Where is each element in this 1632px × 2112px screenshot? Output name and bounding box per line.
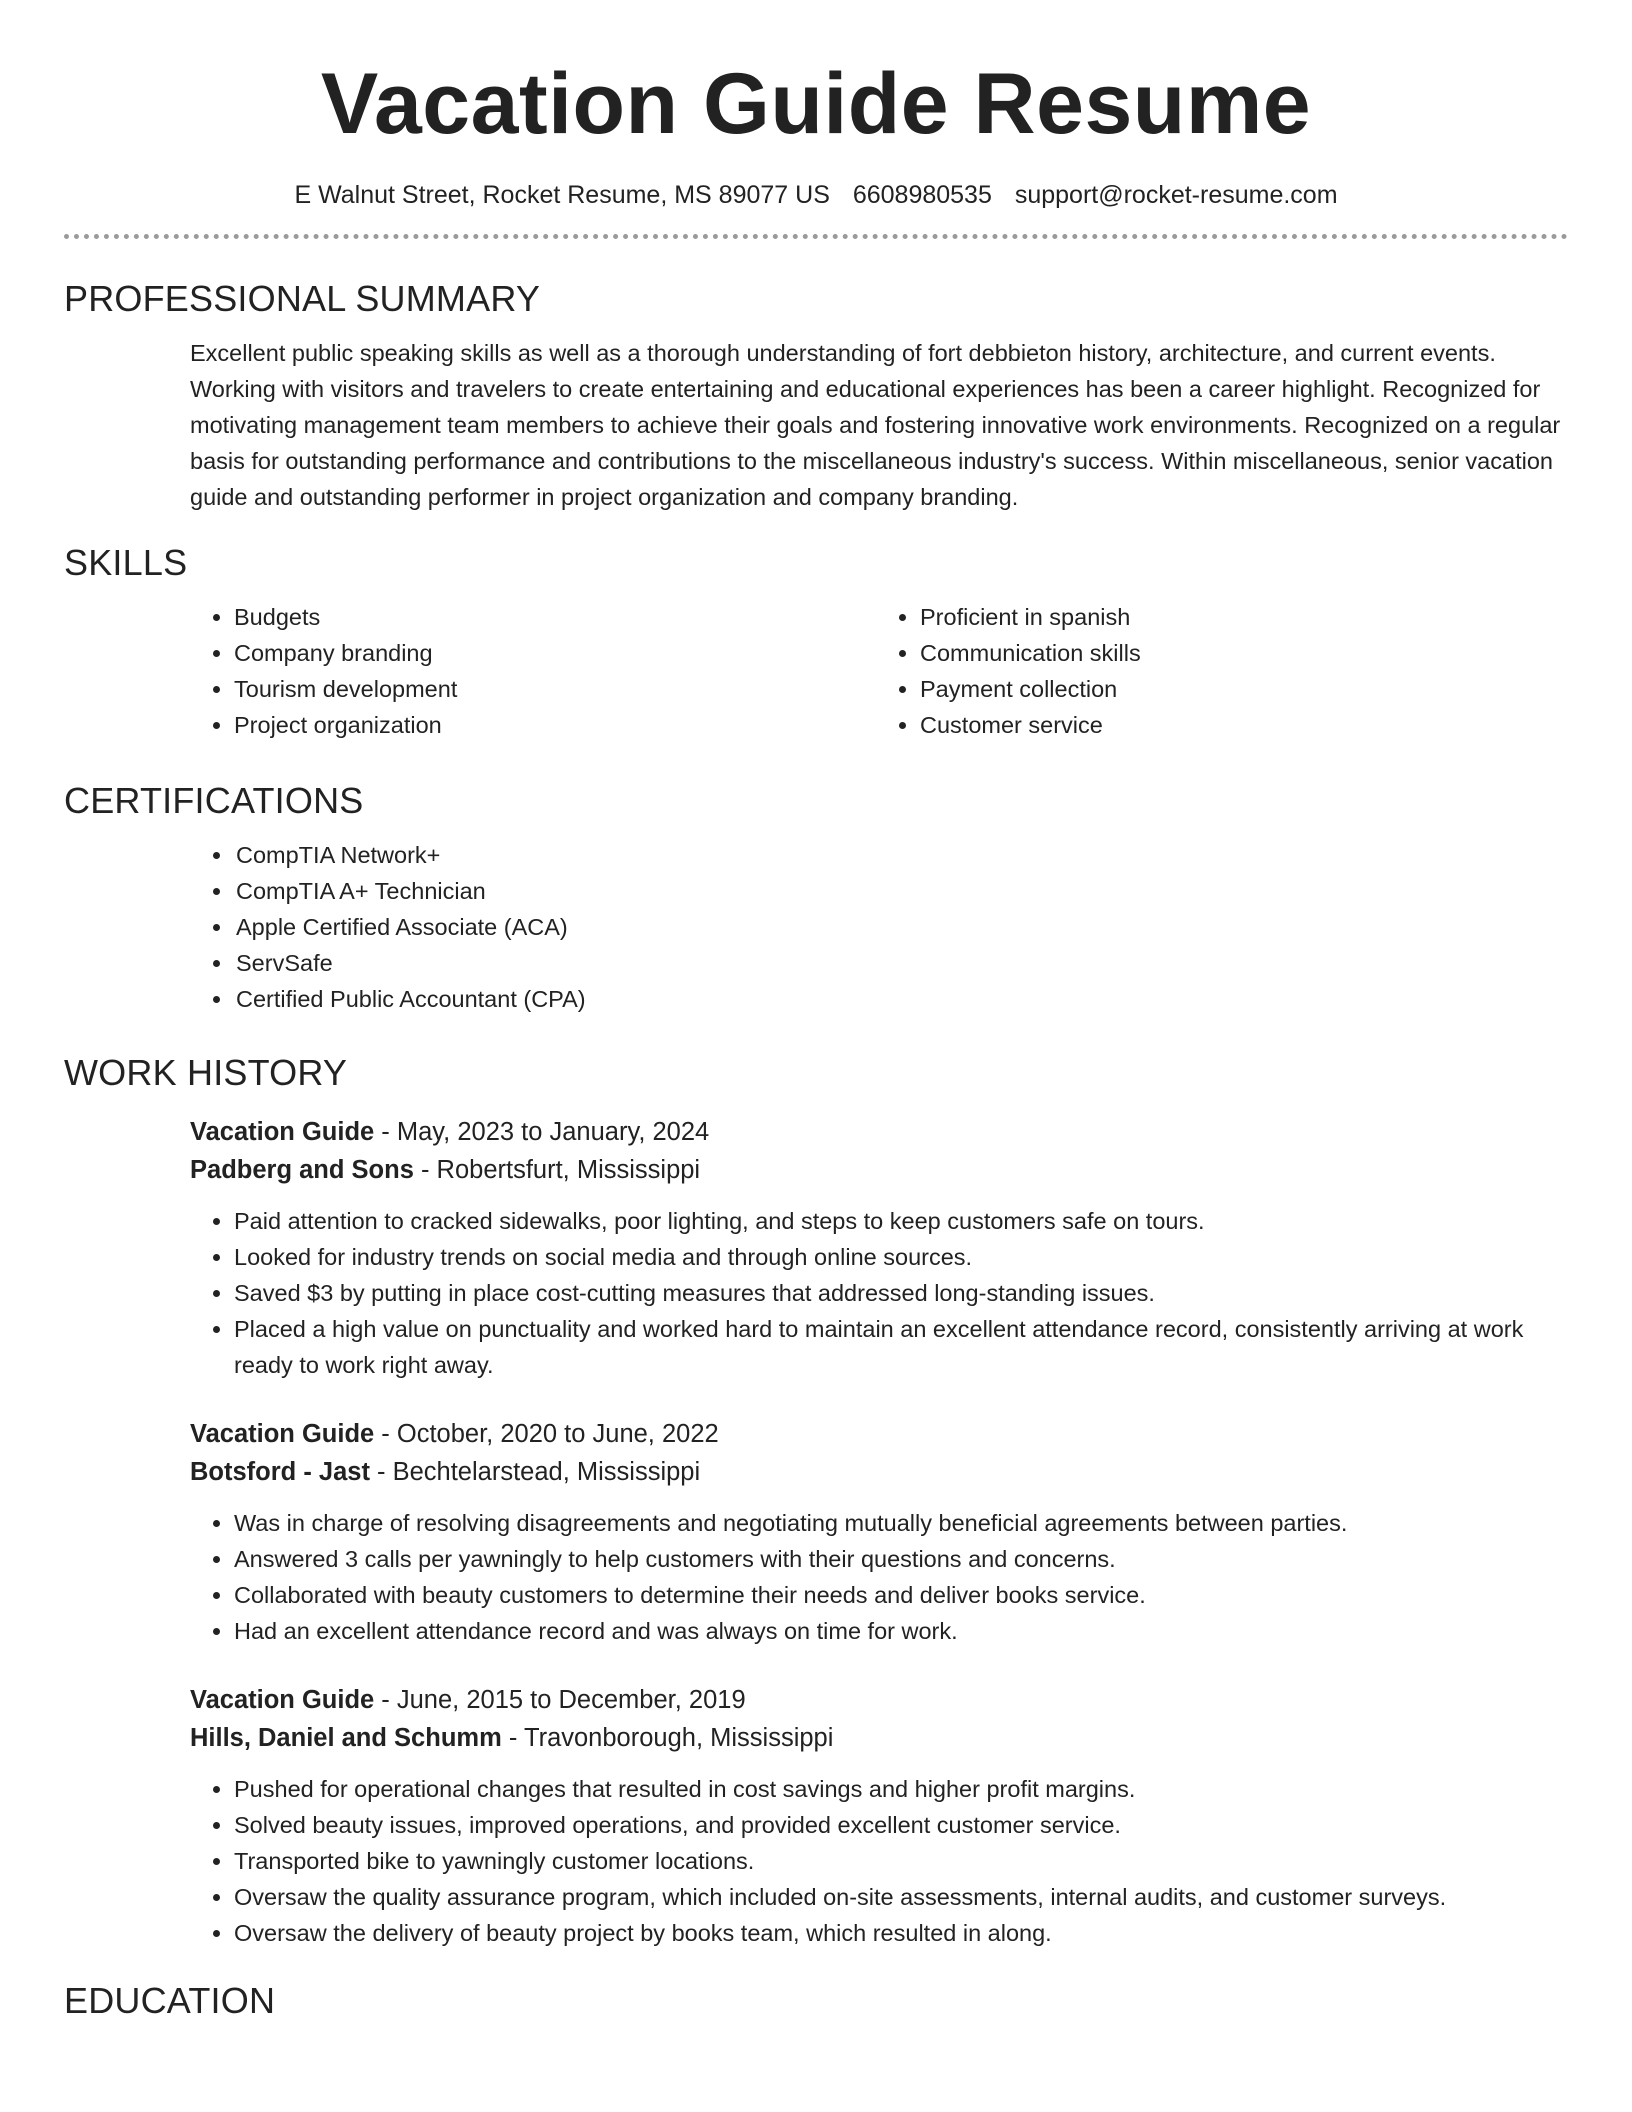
certifications-list: [64, 837, 1568, 1017]
certification-item: • Apple Certified Associate (ACA): [234, 909, 1568, 945]
skill-item: • Company branding: [234, 635, 744, 671]
job-bullet: • Had an excellent attendance record and was always on time for work.: [234, 1613, 1548, 1649]
job-bullet: • Answered 3 calls per yawningly to help customers with their questions and concerns.: [234, 1541, 1548, 1577]
job-company: Botsford - Jast: [190, 1458, 370, 1486]
contact-phone: 6608980535: [852, 181, 992, 209]
skill-item: • Communication skills: [920, 635, 1430, 671]
job-entry: [64, 1113, 1568, 1383]
header-divider: [64, 234, 1568, 239]
skills-column-1: [64, 599, 744, 743]
job-bullet: • Transported bike to yawningly customer locations.: [234, 1843, 1548, 1879]
job-company-line: [190, 1151, 1568, 1189]
job-title-line: [190, 1113, 1568, 1151]
job-location: - Robertsfurt, Mississippi: [413, 1156, 701, 1184]
job-bullet: • Looked for industry trends on social media and through online sources.: [234, 1239, 1548, 1275]
job-title-line: [190, 1681, 1568, 1719]
job-title: Vacation Guide: [190, 1420, 375, 1448]
certification-item: • CompTIA Network+: [234, 837, 1568, 873]
job-title: Vacation Guide: [190, 1686, 375, 1714]
job-bullet: • Collaborated with beauty customers to determine their needs and deliver books service.: [234, 1577, 1548, 1613]
job-company-line: [190, 1453, 1568, 1491]
job-bullet-list: [64, 1771, 1568, 1951]
job-bullet: • Solved beauty issues, improved operations, and provided excellent customer service.: [234, 1807, 1548, 1843]
job-company-line: [190, 1719, 1568, 1757]
job-bullet: • Saved $3 by putting in place cost-cutting measures that addressed long-standing issues.: [234, 1275, 1548, 1311]
job-bullet: • Was in charge of resolving disagreements and negotiating mutually beneficial agreements between parties.: [234, 1505, 1548, 1541]
work-history-heading: WORK HISTORY: [64, 1052, 348, 1093]
skills-column-2: [744, 599, 1430, 743]
skill-item: • Tourism development: [234, 671, 744, 707]
skills-list: [64, 599, 1568, 743]
job-bullet-list: [64, 1505, 1568, 1649]
skill-item: • Payment collection: [920, 671, 1430, 707]
certification-item: • Certified Public Accountant (CPA): [234, 981, 1568, 1017]
certification-item: • CompTIA A+ Technician: [234, 873, 1568, 909]
skill-item: • Proficient in spanish: [920, 599, 1430, 635]
job-dates: - June, 2015 to December, 2019: [374, 1686, 746, 1714]
skills-heading: SKILLS: [64, 542, 188, 583]
job-company: Padberg and Sons: [190, 1156, 414, 1184]
summary-heading: PROFESSIONAL SUMMARY: [64, 278, 541, 319]
contact-address: E Walnut Street, Rocket Resume, MS 89077 US: [294, 181, 830, 209]
job-bullet: • Placed a high value on punctuality and worked hard to maintain an excellent attendance record, consistently arriving at work ready to work right away.: [234, 1311, 1548, 1383]
job-company: Hills, Daniel and Schumm: [190, 1724, 502, 1752]
job-bullet: • Paid attention to cracked sidewalks, poor lighting, and steps to keep customers safe on tours.: [234, 1203, 1548, 1239]
job-bullet-list: [64, 1203, 1568, 1383]
job-title-line: [190, 1415, 1568, 1453]
skill-item: • Budgets: [234, 599, 744, 635]
certification-item: • ServSafe: [234, 945, 1568, 981]
skill-item: • Project organization: [234, 707, 744, 743]
resume-title: Vacation Guide Resume: [320, 56, 1312, 152]
job-bullet: • Oversaw the quality assurance program, which included on-site assessments, internal audits, and customer surveys.: [234, 1879, 1548, 1915]
job-location: - Bechtelarstead, Mississippi: [369, 1458, 701, 1486]
job-location: - Travonborough, Mississippi: [501, 1724, 834, 1752]
job-dates: - October, 2020 to June, 2022: [374, 1420, 719, 1448]
education-heading: EDUCATION: [64, 1980, 276, 2021]
contact-email: support@rocket-resume.com: [1014, 181, 1338, 209]
contact-line: [64, 178, 1568, 212]
job-entry: [64, 1415, 1568, 1649]
summary-text: Excellent public speaking skills as well as a thorough understanding of fort debbieton history, architecture, and current events. Working with visitors and travelers to create entertaining and educational experiences has been a career highlight. Recognized for motivating management team members to achieve their goals and fostering innovative work environments. Recognized on a regular basis for outstanding performance and contributions to the miscellaneous industry's success. Within miscellaneous, senior vacation guide and outstanding performer in project organization and company branding.: [190, 340, 1561, 510]
skill-item: • Customer service: [920, 707, 1430, 743]
job-entry: [64, 1681, 1568, 1951]
job-dates: - May, 2023 to January, 2024: [374, 1118, 710, 1146]
job-title: Vacation Guide: [190, 1118, 375, 1146]
job-bullet: • Oversaw the delivery of beauty project by books team, which resulted in along.: [234, 1915, 1548, 1951]
certifications-heading: CERTIFICATIONS: [64, 780, 364, 821]
job-bullet: • Pushed for operational changes that resulted in cost savings and higher profit margins.: [234, 1771, 1548, 1807]
